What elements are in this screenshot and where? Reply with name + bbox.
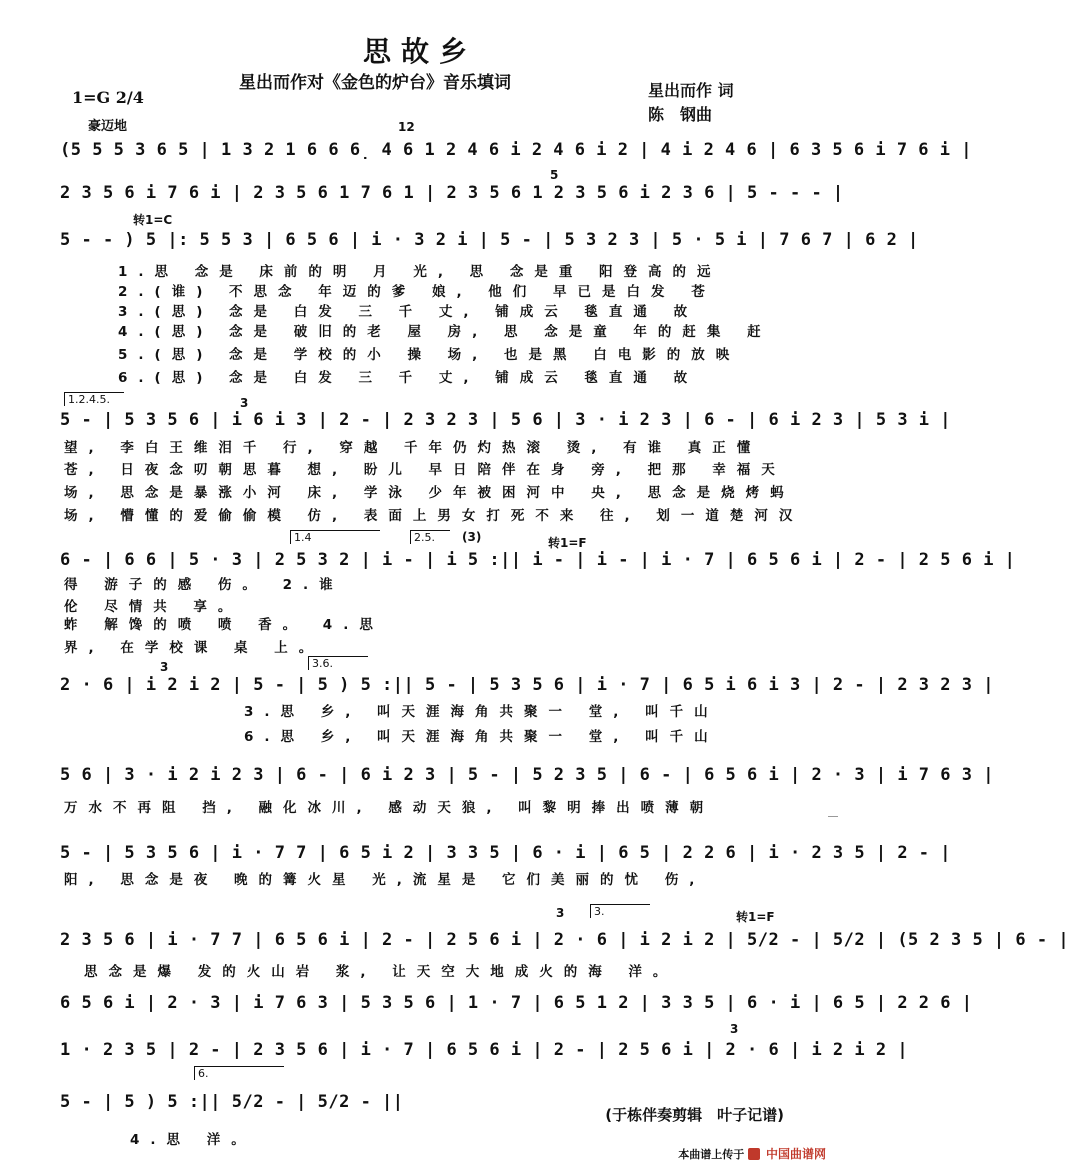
volta-bracket: 3.	[590, 904, 650, 918]
lyric-line: 1.思 念是 床前的明 月 光, 思 念是重 阳登高的远	[118, 264, 722, 280]
page-title: 思故乡	[362, 35, 477, 68]
modulation-mark: (3)	[462, 530, 482, 544]
key-signature: 1=G 2/4	[72, 88, 144, 107]
lyricist-credit: 星出而作 词	[648, 81, 734, 100]
volta-bracket: 3.6.	[308, 656, 368, 670]
composer-credit: 陈 钢曲	[648, 105, 713, 124]
lyric-line: 3.思 乡, 叫天涯海角共聚一 堂, 叫千山	[244, 704, 719, 720]
lyric-line: 苍, 日夜念叨朝思暮 想, 盼儿 早日陪伴在身 旁, 把那 幸福天	[64, 462, 786, 478]
staff-row-12: 5 - | 5 ) 5 :|| 5/2 - | 5/2 - ||	[60, 1092, 404, 1112]
staff-row-2: 2 3 5 6 i 7 6 i | 2 3 5 6 1 7 6 1 | 2 3 5 6 1 2 3 5 6 i 2 3 6 | 5 - - - |	[60, 183, 844, 203]
upload-prefix: 本曲谱上传于	[678, 1148, 745, 1161]
lyric-line: 2.(谁) 不思念 年迈的爹 娘, 他们 早已是白发 苍	[118, 284, 716, 300]
staff-row-1: (5 5 5 3 6 5 | 1 3 2 1 6 6 6̣ 4 6 1 2 4 6 i 2 4 6 i 2 | 4 i 2 4 6 | 6 3 5 6 i 7 6 i |	[60, 140, 972, 160]
lyric-line: 得 游子的感 伤。 2.谁	[64, 577, 344, 593]
lyric-line: 场, 懵懂的爱偷偷模 仿, 表面上男女打死不来 往, 划一道楚河汉	[64, 508, 804, 524]
lyric-line: 3.(思) 念是 白发 三 千 丈, 铺成云 毯直通 故	[118, 304, 699, 320]
page-edge-mark	[828, 816, 838, 817]
volta-bracket: 1.2.4.5.	[64, 392, 124, 406]
page-subtitle: 星出而作对《金色的炉台》音乐填词	[239, 73, 511, 93]
lyric-line: 界, 在学校课 桌 上。	[64, 640, 324, 656]
lyric-line: 6.思 乡, 叫天涯海角共聚一 堂, 叫千山	[244, 729, 719, 745]
lyric-line: 万水不再阻 挡, 融化冰川, 感动天狼, 叫黎明捧出喷薄朝	[64, 800, 715, 816]
tuplet-mark: 5	[550, 168, 559, 182]
modulation-mark: 转1=C	[133, 213, 173, 227]
tuplet-mark: 3	[160, 660, 169, 674]
volta-bracket: 6.	[194, 1066, 284, 1080]
site-logo-icon	[748, 1148, 760, 1160]
staff-row-8: 5 - | 5 3 5 6 | i · 7 7 | 6 5 i 2 | 3 3 5 | 6 · i | 6 5 | 2 2 6 | i · 2 3 5 | 2 - |	[60, 843, 951, 863]
lyric-line: 思念是爆 发的火山岩 浆, 让天空大地成火的海 洋。	[84, 964, 678, 980]
volta-bracket: 2.5.	[410, 530, 450, 544]
lyric-line: 伦 尽情共 享。	[64, 599, 243, 615]
staff-row-11: 1 · 2 3 5 | 2 - | 2 3 5 6 | i · 7 | 6 5 6 i | 2 - | 2 5 6 i | 2 · 6 | i 2 i 2 |	[60, 1040, 909, 1060]
lyric-line: 5.(思) 念是 学校的小 操 场, 也是黑 白电影的放映	[118, 347, 741, 363]
modulation-mark: 转1=F	[736, 910, 775, 924]
upload-source	[678, 1145, 826, 1162]
staff-row-4: 5 - | 5 3 5 6 | i 6 i 3 | 2 - | 2 3 2 3 | 5 6 | 3 · i 2 3 | 6 - | 6 i 2 3 | 5 3 i |	[60, 410, 951, 430]
staff-row-3: 5 - - ) 5 |: 5 5 3 | 6 5 6 | i · 3 2 i | 5 - | 5 3 2 3 | 5 · 5 i | 7 6 7 | 6 2 |	[60, 230, 919, 250]
staff-row-7: 5 6 | 3 · i 2 i 2 3 | 6 - | 6 i 2 3 | 5 - | 5 2 3 5 | 6 - | 6 5 6 i | 2 · 3 | i 7 6 3 |	[60, 765, 994, 785]
lyric-line: 场, 思念是暴涨小河 床, 学泳 少年被困河中 央, 思念是烧烤蚂	[64, 485, 795, 501]
arranger-credit: (于栋伴奏剪辑 叶子记谱)	[605, 1106, 784, 1124]
tuplet-mark: 3	[730, 1022, 739, 1036]
staff-row-9: 2 3 5 6 | i · 7 7 | 6 5 6 i | 2 - | 2 5 6 i | 2 · 6 | i 2 i 2 | 5/2 - | 5/2 | (5 2 3 5 | 6 - |	[60, 930, 1069, 950]
tempo-marking: 豪迈地	[88, 119, 128, 134]
staff-row-5: 6 - | 6 6 | 5 · 3 | 2 5 3 2 | i - | i 5 :|| i - | i - | i · 7 | 6 5 6 i | 2 - | 2 5 6 i |	[60, 550, 1016, 570]
volta-bracket: 1.4	[290, 530, 380, 544]
lyric-line: 4.思 洋。	[130, 1132, 256, 1148]
tuplet-mark: 12	[398, 120, 415, 134]
staff-row-6: 2 · 6 | i 2 i 2 | 5 - | 5 ) 5 :|| 5 - | 5 3 5 6 | i · 7 | 6 5 i 6 i 3 | 2 - | 2 3 2 3 |	[60, 675, 994, 695]
lyric-line: 蚱 解馋的喷 喷 香。 4.思	[64, 617, 384, 633]
modulation-mark: 转1=F	[548, 536, 587, 550]
tuplet-mark: 3	[556, 906, 565, 920]
tuplet-mark: 3	[240, 396, 249, 410]
site-brand: 中国曲谱网	[765, 1147, 826, 1161]
lyric-line: 望, 李白王维泪千 行, 穿越 千年仍灼热滚 烫, 有谁 真正懂	[64, 440, 762, 456]
lyric-line: 阳, 思念是夜 晚的篝火星 光,流星是 它们美丽的忧 伤,	[64, 872, 706, 888]
staff-row-10: 6 5 6 i | 2 · 3 | i 7 6 3 | 5 3 5 6 | 1 · 7 | 6 5 1 2 | 3 3 5 | 6 · i | 6 5 | 2 2 6 |	[60, 993, 973, 1013]
lyric-line: 6.(思) 念是 白发 三 千 丈, 铺成云 毯直通 故	[118, 370, 699, 386]
lyric-line: 4.(思) 念是 破旧的老 屋 房, 思 念是童 年的赶集 赶	[118, 324, 772, 340]
